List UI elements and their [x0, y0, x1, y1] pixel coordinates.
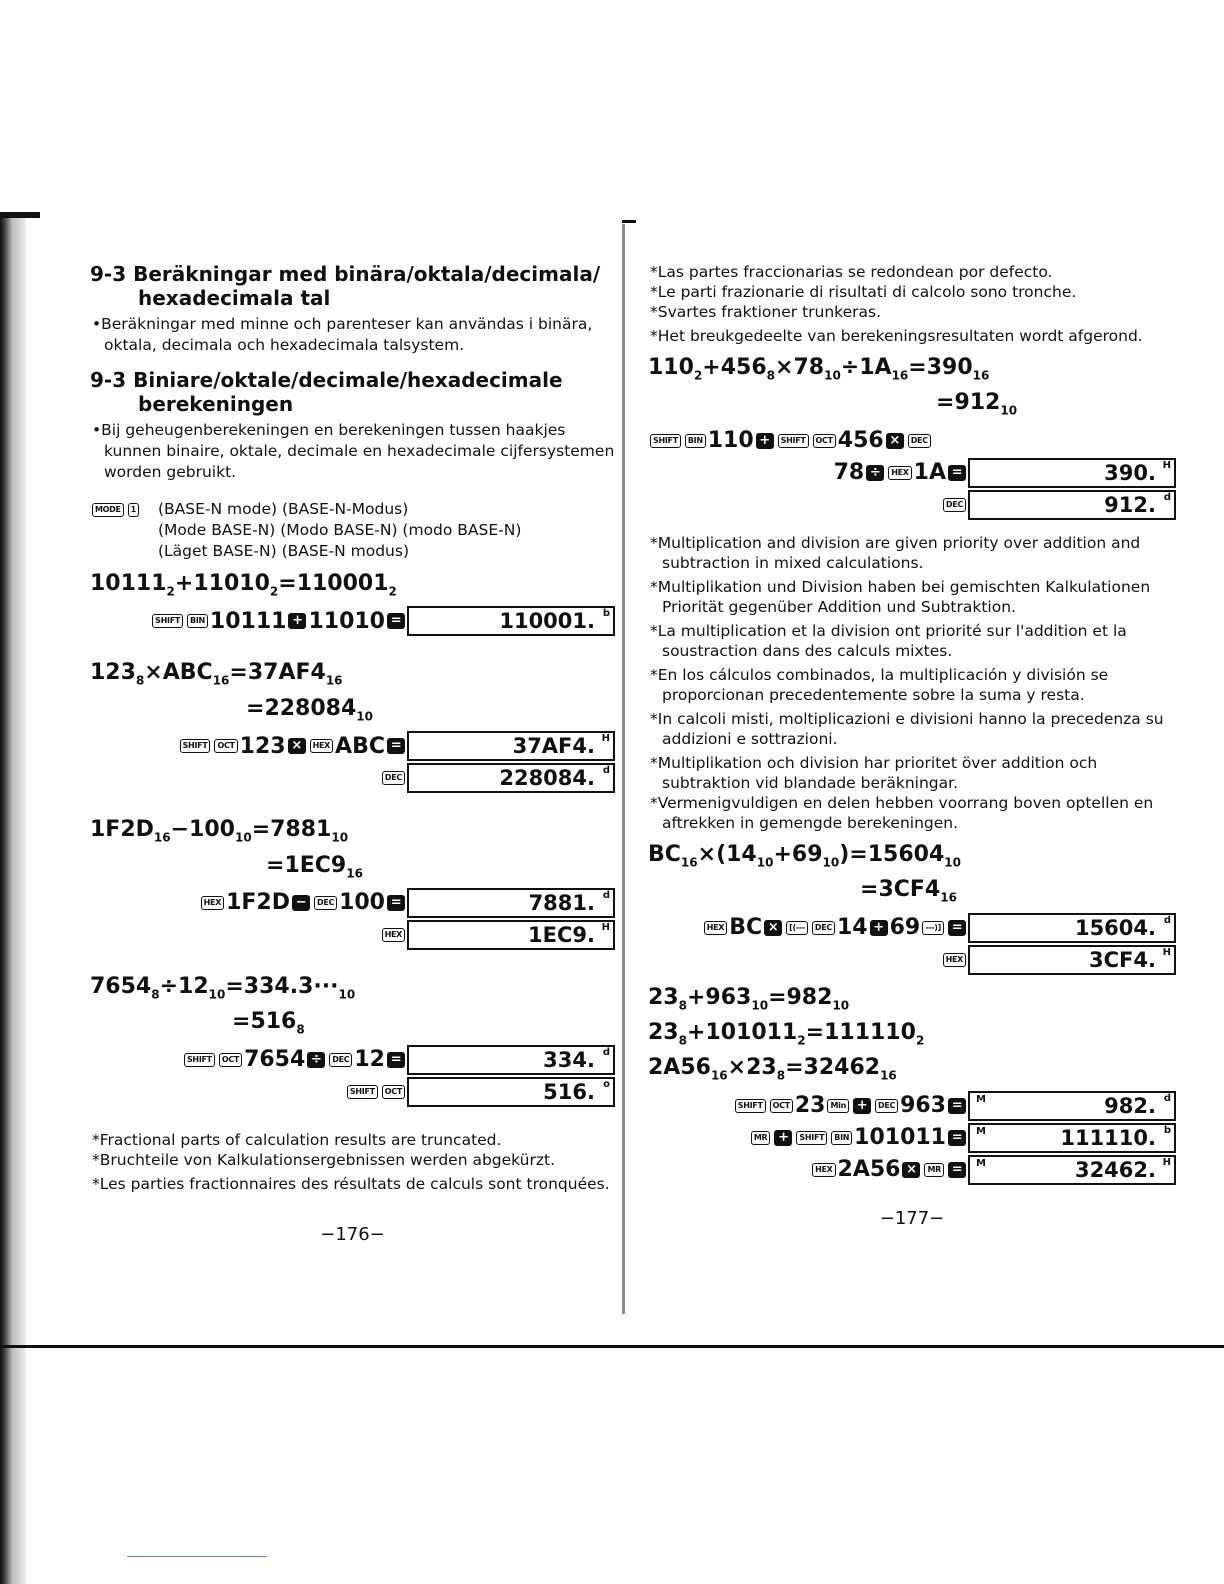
- note: *Svartes fraktioner trunkeras.: [650, 303, 882, 321]
- calculator-display: 912. d: [968, 490, 1176, 520]
- divide-key: ÷: [866, 465, 884, 481]
- note: *Las partes fraccionarias se redondean por defecto.: [650, 263, 1053, 281]
- heading-line: hexadecimala tal: [138, 286, 331, 310]
- keystroke-sequence: SHIFT OCT 23 Min + DEC 963 =: [733, 1093, 968, 1118]
- keystroke-row: [648, 457, 1176, 489]
- equation: $23_8+101011_2=111110_2$: [648, 1019, 925, 1048]
- note: *Het breukgedeelte van berekeningsresultaten wordt afgerond.: [650, 327, 1143, 345]
- heading-line: 9-3 Beräkningar med binära/oktala/decimala/: [90, 262, 601, 286]
- hex-key: HEX: [382, 928, 405, 942]
- keystroke-sequence: HEX 1F2D − DEC 100 =: [199, 890, 407, 915]
- calculator-display: M 982. d: [968, 1091, 1176, 1121]
- plus-key: +: [756, 433, 774, 449]
- hex-key: HEX: [201, 896, 224, 910]
- mode-text: (BASE-N mode) (BASE-N-Modus): [158, 500, 409, 518]
- dec-key: DEC: [875, 1099, 898, 1113]
- keystroke-row: [648, 1154, 1176, 1186]
- paragraph: •Bij geheugenberekeningen en berekeningen tussen haakjes kunnen binaire, oktale, decimale en hexadecimale cijfersystemen worden gebruikt.: [92, 421, 615, 481]
- bin-key: BIN: [831, 1131, 852, 1145]
- mode-key: MODE: [92, 503, 124, 517]
- fold-tick-mark: [622, 220, 636, 223]
- keystroke-sequence: MR + SHIFT BIN 101011 =: [749, 1125, 968, 1150]
- keystroke-row: [90, 887, 615, 919]
- equation: $123_8\times ABC_{16}=37AF4_{16}$: [90, 660, 343, 688]
- keystroke-row: [648, 489, 1176, 521]
- keystroke-row: [648, 1122, 1176, 1154]
- oct-key: OCT: [382, 1085, 405, 1099]
- calculator-display: 390. H: [968, 458, 1176, 488]
- keystroke-row: [648, 944, 1176, 976]
- dec-key: DEC: [943, 498, 966, 512]
- times-key: ×: [764, 920, 782, 936]
- paragraph: •Beräkningar med minne och parenteser kan användas i binära, oktala, decimala och hexadecimala talsystem.: [92, 315, 593, 354]
- calculator-display: 1EC9. H: [407, 920, 615, 950]
- heading-line: berekeningen: [138, 392, 294, 416]
- equals-key: =: [948, 1130, 966, 1146]
- equals-key: =: [387, 738, 405, 754]
- keystroke-row: [90, 1044, 615, 1076]
- dec-key: DEC: [329, 1053, 352, 1067]
- page-bottom-edge: [0, 1345, 1224, 1348]
- dec-key: DEC: [812, 921, 835, 935]
- note: *Multiplikation und Division haben bei gemischten Kalkulationen Priorität gegenüber Addition und Subtraktion.: [650, 577, 1151, 616]
- right-page: [648, 262, 1176, 1229]
- keystroke-row: [648, 1090, 1176, 1122]
- shift-key: SHIFT: [735, 1099, 766, 1113]
- shift-key: SHIFT: [778, 434, 809, 448]
- keystroke-row: [648, 425, 1176, 457]
- calculator-display: 37AF4. H: [407, 731, 615, 761]
- keystroke-sequence: SHIFT OCT 123 × HEX ABC =: [178, 734, 407, 759]
- keystroke-row: [90, 919, 615, 951]
- open-paren-key: [(---: [786, 921, 808, 935]
- heading-line: 9-3 Biniare/oktale/decimale/hexadecimale: [90, 368, 563, 392]
- minus-key: −: [292, 895, 310, 911]
- hex-key: HEX: [704, 921, 727, 935]
- calculator-display: M 32462. H: [968, 1155, 1176, 1185]
- equals-key: =: [387, 895, 405, 911]
- plus-key: +: [870, 920, 888, 936]
- shift-key: SHIFT: [796, 1131, 827, 1145]
- note: *Les parties fractionnaires des résultats de calculs sont tronquées.: [92, 1174, 610, 1193]
- equation-result: $=228084_{10}$: [246, 695, 373, 724]
- equation: $1F2D_{16}-100_{10}=7881_{10}$: [90, 817, 349, 845]
- page-number: −177−: [879, 1207, 945, 1229]
- keystroke-row: [90, 730, 615, 762]
- shift-key: SHIFT: [347, 1085, 378, 1099]
- equation: $23_8+963_{10}=982_{10}$: [648, 984, 850, 1012]
- memory-recall-key: MR: [751, 1131, 771, 1145]
- dec-key: DEC: [382, 771, 405, 785]
- keystroke-sequence: HEX 2A56 × MR =: [810, 1157, 968, 1182]
- plus-key: +: [774, 1130, 792, 1146]
- keystroke-row: [90, 1076, 615, 1108]
- calculator-display: 110001. b: [407, 606, 615, 636]
- oct-key: OCT: [214, 739, 237, 753]
- note: *En los cálculos combinados, la multiplicación y división se proporcionan precedentemente sobre la suma y resta.: [650, 665, 1109, 704]
- note: *Bruchteile von Kalkulationsergebnissen werden abgekürzt.: [92, 1150, 556, 1169]
- keystroke-row: [648, 912, 1176, 944]
- keystroke-sequence: SHIFT OCT 7654 ÷ DEC 12 =: [182, 1047, 407, 1072]
- dec-key: DEC: [908, 434, 931, 448]
- hex-key: HEX: [888, 466, 911, 480]
- keystroke-sequence: SHIFT BIN 110 + SHIFT OCT 456 × DEC: [648, 428, 933, 453]
- calculator-display: 334. d: [407, 1045, 615, 1075]
- oct-key: OCT: [219, 1053, 242, 1067]
- mode-text: (Mode BASE-N) (Modo BASE-N) (modo BASE-N): [158, 521, 522, 539]
- book-spine-shadow: [0, 212, 26, 1584]
- bin-key: BIN: [187, 614, 208, 628]
- calculator-display: 15604. d: [968, 913, 1176, 943]
- mode-instruction-line: [90, 541, 615, 562]
- page-number: −176−: [320, 1223, 385, 1245]
- oct-key: OCT: [770, 1099, 793, 1113]
- equals-key: =: [948, 1162, 966, 1178]
- shift-key: SHIFT: [180, 739, 211, 753]
- equals-key: =: [948, 1098, 966, 1114]
- calculator-display: 7881. d: [407, 888, 615, 918]
- equals-key: =: [948, 920, 966, 936]
- mode-instruction-line: [90, 520, 615, 541]
- keystroke-sequence: 78 ÷ HEX 1A =: [834, 460, 968, 485]
- spine-top-mark: [0, 212, 40, 218]
- shift-key: SHIFT: [650, 434, 681, 448]
- equals-key: =: [387, 613, 405, 629]
- keystroke-sequence: SHIFT BIN 10111 + 11010 =: [150, 609, 407, 634]
- memory-recall-key: MR: [924, 1163, 944, 1177]
- one-key: 1: [128, 503, 139, 517]
- oct-key: OCT: [813, 434, 836, 448]
- hex-key: HEX: [812, 1163, 835, 1177]
- section-heading-swedish: [90, 262, 615, 310]
- section-heading-dutch: [90, 368, 615, 416]
- hex-key: HEX: [310, 739, 333, 753]
- note: *La multiplication et la division ont priorité sur l'addition et la soustraction dans des calculs mixtes.: [650, 621, 1127, 660]
- times-key: ×: [902, 1162, 920, 1178]
- page-fold-line: [622, 224, 625, 1314]
- calculator-display: 516. o: [407, 1077, 615, 1107]
- mode-instruction: [90, 499, 615, 520]
- equals-key: =: [387, 1052, 405, 1068]
- equation: $7654_8\div 12_{10}=334.3\cdot\cdot\cdot_{10}$: [90, 973, 356, 1002]
- note: *Multiplikation och division har prioritet över addition och subtraktion vid blandade beräkningar.: [650, 753, 1098, 792]
- keystroke-sequence: HEX BC × [(--- DEC 14 + 69 ---)] =: [702, 915, 968, 940]
- dec-key: DEC: [314, 896, 337, 910]
- note: *Vermenigvuldigen en delen hebben voorrang boven optellen en aftrekken in gemengde berekeningen.: [650, 793, 1154, 832]
- equation-result: $=1EC9_{16}$: [266, 852, 363, 880]
- calculator-display: 3CF4. H: [968, 945, 1176, 975]
- divide-key: ÷: [307, 1052, 325, 1068]
- equation-result: $=3CF4_{16}$: [860, 877, 957, 905]
- note: *Multiplication and division are given priority over addition and subtraction in mixed calculations.: [650, 533, 1141, 572]
- bin-key: BIN: [685, 434, 706, 448]
- plus-key: +: [853, 1098, 871, 1114]
- hex-key: HEX: [943, 953, 966, 967]
- left-page: [90, 262, 615, 1245]
- calculator-display: 228084. d: [407, 763, 615, 793]
- equation: $2A56_{16}\times 23_8=32462_{16}$: [648, 1055, 897, 1083]
- equation-result: $=516_8$: [232, 1009, 305, 1037]
- shift-key: SHIFT: [152, 614, 183, 628]
- equation-result: $=912_{10}$: [936, 390, 1018, 418]
- equation: $110_2+456_8\times 78_{10}\div 1A_{16}=390_{16}$: [648, 355, 990, 383]
- equals-key: =: [948, 465, 966, 481]
- close-paren-key: ---)]: [922, 921, 944, 935]
- note: *Fractional parts of calculation results are truncated.: [92, 1130, 502, 1149]
- underline-mark: [127, 1556, 267, 1557]
- equation: $BC_{16}\times(14_{10}+69_{10})=15604_{10}$: [648, 841, 961, 870]
- plus-key: +: [288, 613, 306, 629]
- keystroke-row: [90, 762, 615, 794]
- calculator-display: M 111110. b: [968, 1123, 1176, 1153]
- shift-key: SHIFT: [184, 1053, 215, 1067]
- keystroke-row: [90, 605, 615, 637]
- equation: $10111_2+11010_2=110001_2$: [90, 571, 397, 599]
- times-key: ×: [886, 433, 904, 449]
- note: *Le parti frazionarie di risultati di calcolo sono tronche.: [650, 283, 1077, 301]
- times-key: ×: [288, 738, 306, 754]
- note: *In calcoli misti, moltiplicazioni e divisioni hanno la precedenza su addizioni e sottrazioni.: [650, 709, 1164, 748]
- mode-text: (Läget BASE-N) (BASE-N modus): [158, 542, 409, 560]
- memory-in-key: Min: [827, 1099, 849, 1113]
